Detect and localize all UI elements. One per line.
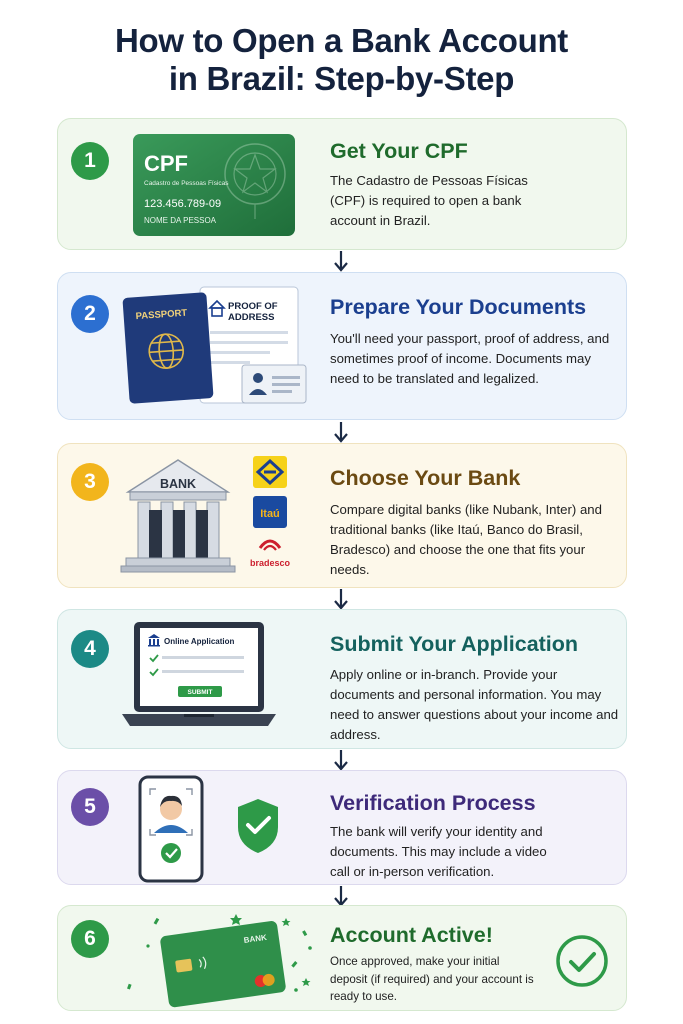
person-icon [253, 373, 263, 383]
bank-card-illustration [118, 906, 318, 1012]
step-card-3 [57, 443, 627, 588]
cpf-card-number: 123.456.789-09 [144, 198, 222, 210]
step-description: The Cadastro de Pessoas Físicas (CPF) is required to open a bank account in Brazil. [330, 173, 528, 228]
chip-icon [175, 959, 193, 973]
id-card [242, 365, 306, 403]
step-number-badge: 4 [71, 630, 109, 668]
step-card-5 [57, 770, 627, 885]
cpf-card-name: NOME DA PESSOA [144, 216, 217, 225]
banco-do-brasil-logo [253, 456, 287, 488]
page-title-line-1: How to Open a Bank Account [114, 22, 568, 59]
passport [122, 292, 213, 404]
step-card-2 [57, 272, 627, 420]
step-description: You'll need your passport, proof of address, and sometimes proof of income. Documents may need to be translated and legalized. [330, 331, 610, 386]
page-title-line-2: in Brazil: Step-by-Step [168, 60, 515, 97]
step-card-1 [57, 118, 627, 250]
itau-logo [253, 496, 287, 528]
bradesco-logo [250, 541, 291, 568]
step-heading: Account Active! [330, 923, 493, 947]
step-heading: Choose Your Bank [330, 466, 521, 490]
step-number-badge: 2 [71, 295, 109, 333]
step-description: The bank will verify your identity and documents. This may include a video call or in-person verification. [330, 824, 547, 879]
step-description: Once approved, make your initial deposit (if required) and your account is ready to use. [330, 955, 534, 1003]
screen-title: Online Application [164, 637, 235, 646]
verification-illustration [118, 771, 318, 886]
page-title [0, 22, 683, 98]
down-arrow-icon [332, 421, 350, 443]
phone-icon [140, 777, 202, 881]
step-heading: Prepare Your Documents [330, 295, 587, 319]
bradesco-label: bradesco [249, 558, 291, 568]
submit-label: SUBMIT [187, 689, 213, 696]
step-heading: Get Your CPF [330, 139, 468, 163]
step-card-4 [57, 609, 627, 749]
step-number-badge: 1 [71, 142, 109, 180]
step-number-badge: 6 [71, 920, 109, 958]
down-arrow-icon [332, 885, 350, 907]
cpf-card-illustration [118, 119, 318, 251]
step-card-6 [57, 905, 627, 1011]
down-arrow-icon [332, 588, 350, 610]
shield-check-icon [238, 799, 278, 853]
step-number-badge: 3 [71, 463, 109, 501]
documents-illustration [118, 273, 318, 421]
check-circle-icon [555, 934, 609, 988]
cpf-card-subtitle: Cadastro de Pessoas Físicas [144, 180, 229, 187]
down-arrow-icon [332, 250, 350, 272]
down-arrow-icon [332, 749, 350, 771]
laptop-illustration [118, 610, 328, 750]
step-description: Compare digital banks (like Nubank, Inter) and traditional banks (like Itaú, Banco do Brasil, Bradesco) and choose the one that fits your needs. [330, 502, 602, 577]
card-bank-label: BANK [243, 932, 268, 945]
bank-illustration [118, 444, 318, 589]
bank-label: BANK [159, 477, 197, 491]
itau-label: Itaú [260, 508, 280, 520]
passport-label: PASSPORT [135, 307, 188, 323]
step-number-badge: 5 [71, 788, 109, 826]
check-circle-icon [161, 843, 181, 863]
proof-label-line-2: ADDRESS [228, 312, 275, 323]
step-description: Apply online or in-branch. Provide your documents and personal information. You may need to answer questions about your income and address. [330, 667, 619, 742]
proof-label-line-1: PROOF OF [228, 301, 278, 312]
step-heading: Verification Process [330, 791, 536, 815]
bank-card [160, 920, 287, 1008]
step-heading: Submit Your Application [330, 632, 579, 656]
cpf-card-label: CPF [144, 151, 188, 176]
bank-building-icon [121, 460, 235, 572]
